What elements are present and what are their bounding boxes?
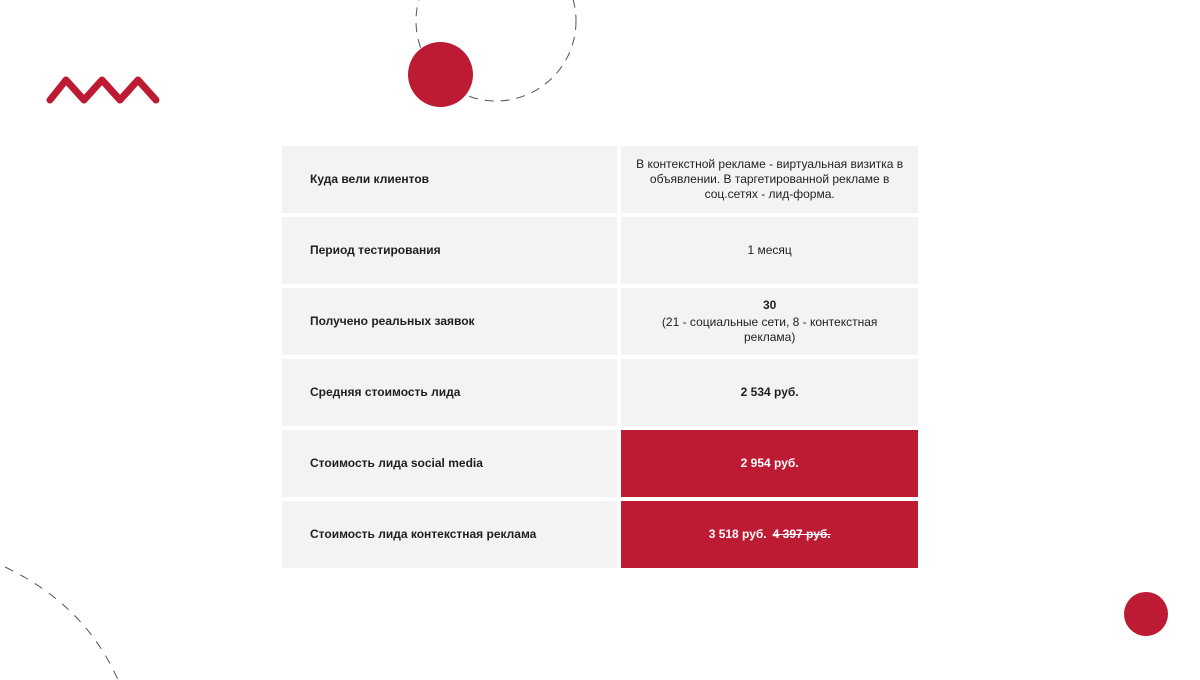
row-value: В контекстной рекламе - виртуальная визитка в объявлении. В таргетированной рекламе в соц.сетях - лид-форма. <box>621 146 918 213</box>
lead-stats-table <box>278 142 922 572</box>
row-value-highlight <box>621 501 918 568</box>
row-value: 1 месяц <box>621 217 918 284</box>
row-label: Стоимость лида контекстная реклама <box>282 501 617 568</box>
table-row <box>282 146 918 213</box>
applications-count: 30 <box>762 298 777 312</box>
row-label: Средняя стоимость лида <box>282 359 617 426</box>
red-circle-corner-decoration <box>1124 592 1168 636</box>
row-value: 2 534 руб. <box>621 359 918 426</box>
applications-breakdown: (21 - социальные сети, 8 - контекстная реклама) <box>661 315 878 344</box>
row-value-highlight: 2 954 руб. <box>621 430 918 497</box>
row-label: Куда вели клиентов <box>282 146 617 213</box>
row-value <box>621 288 918 355</box>
dashed-arc-decoration <box>0 555 130 680</box>
table-row <box>282 501 918 568</box>
old-price: 4 397 руб. <box>772 527 831 541</box>
row-label: Получено реальных заявок <box>282 288 617 355</box>
table-row <box>282 217 918 284</box>
table-row <box>282 359 918 426</box>
current-price: 3 518 руб. <box>708 527 767 541</box>
table-row <box>282 430 918 497</box>
row-label: Стоимость лида social media <box>282 430 617 497</box>
table-row <box>282 288 918 355</box>
brand-zigzag-logo <box>46 74 160 106</box>
red-circle-decoration <box>408 42 473 107</box>
row-label: Период тестирования <box>282 217 617 284</box>
